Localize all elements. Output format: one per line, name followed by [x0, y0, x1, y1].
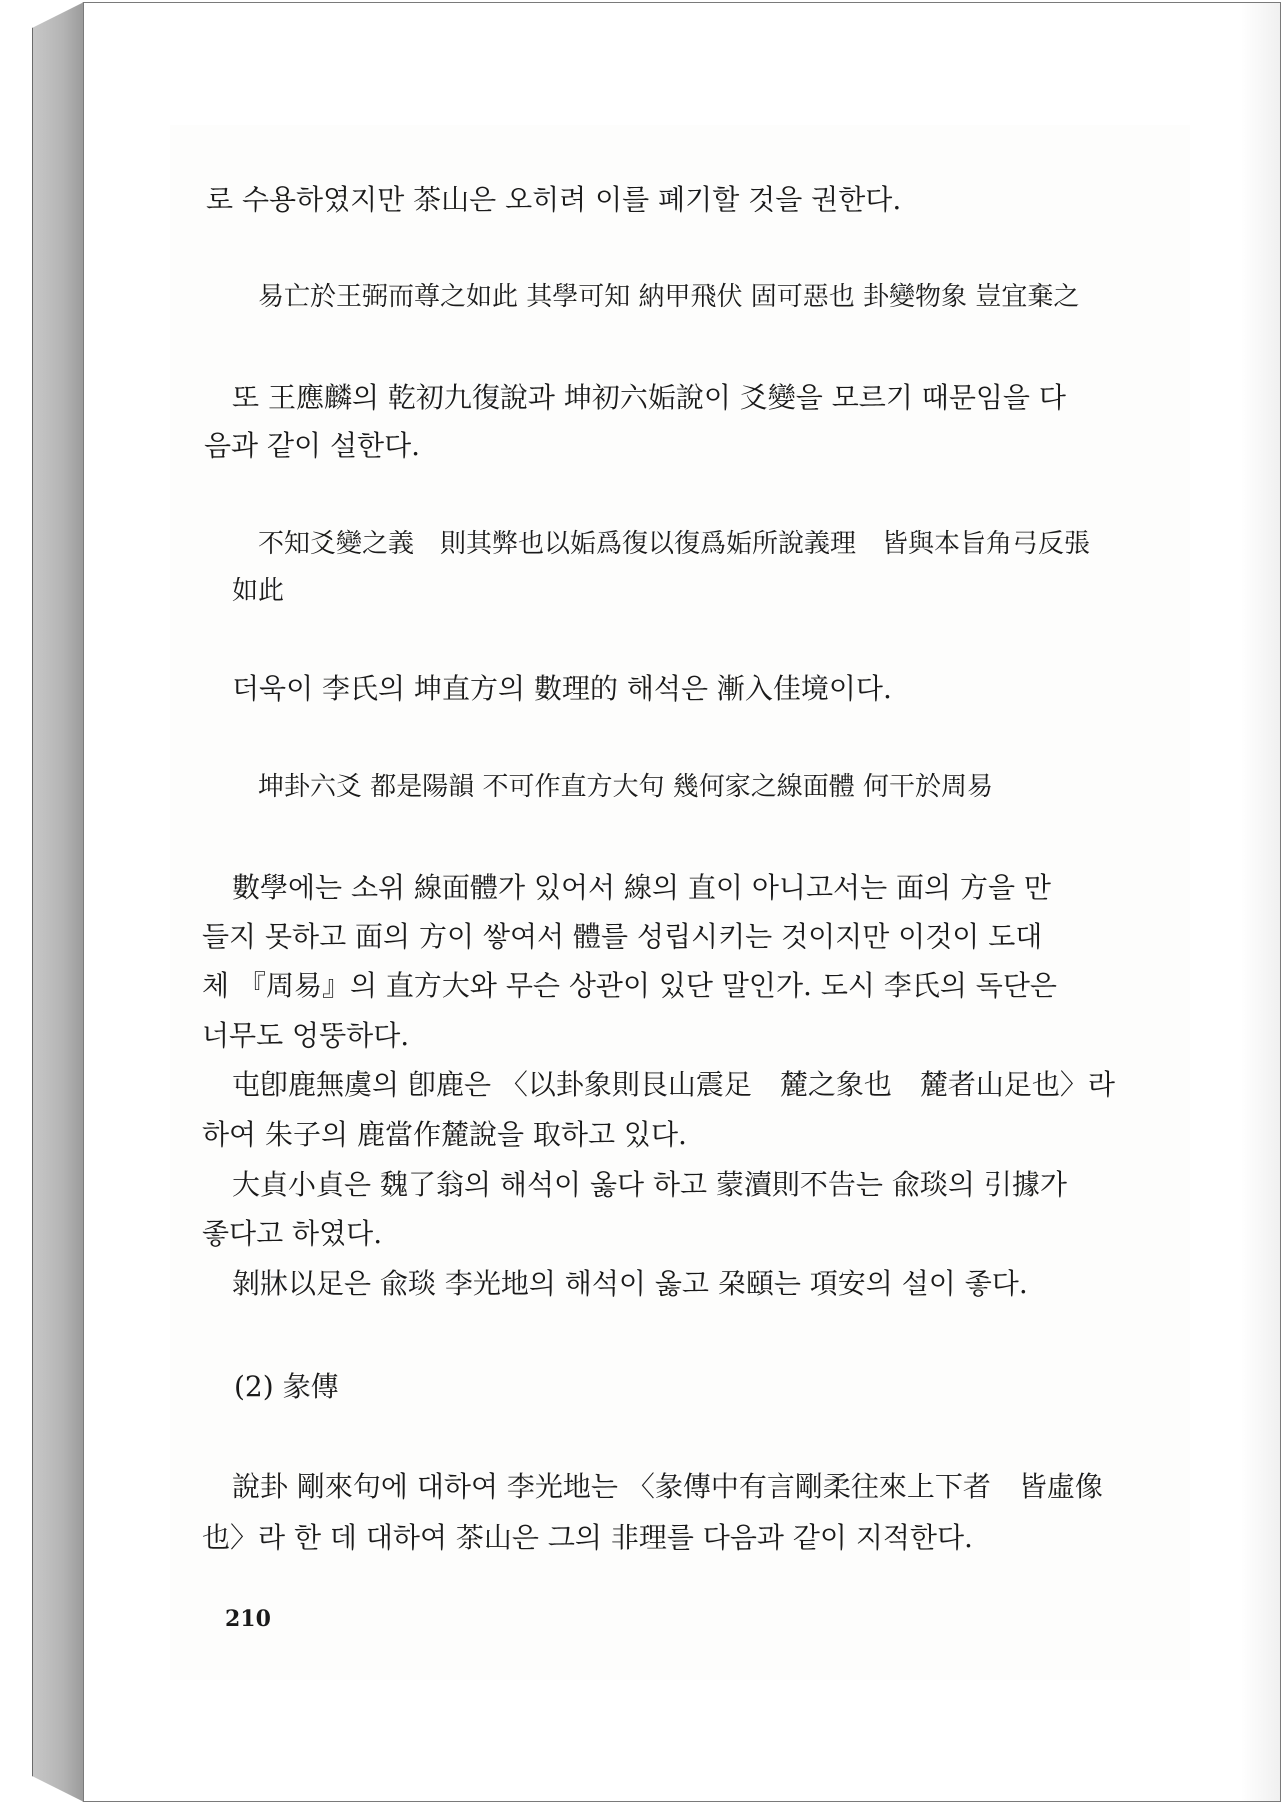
text-line: 로 수용하였지만 茶山은 오히려 이를 폐기할 것을 권한다.: [206, 183, 902, 216]
quote-line: 如此: [232, 576, 285, 606]
text-line: 또 王應麟의 乾初九復說과 坤初六姤說이 爻變을 모르기 때문임을 다: [232, 381, 1066, 414]
text-line: 체 『周易』의 直方大와 무슨 상관이 있단 말인가. 도시 李氏의 독단은: [202, 969, 1057, 1002]
quote-line: 坤卦六爻 都是陽韻 不可作直方大句 幾何家之線面體 何干於周易: [258, 772, 994, 802]
text-line: 더욱이 李氏의 坤直方의 數理的 해석은 漸入佳境이다.: [232, 672, 892, 705]
text-line: 들지 못하고 面의 方이 쌓여서 體를 성립시키는 것이지만 이것이 도대: [202, 920, 1043, 953]
text-line: 너무도 엉뚱하다.: [202, 1019, 410, 1052]
text-line: 說卦 剛來句에 대하여 李光地는 〈彖傳中有言剛柔往來上下者 皆虛像: [232, 1470, 1103, 1503]
page-shade: [1240, 3, 1280, 1801]
section-heading: (2) 彖傳: [234, 1370, 339, 1403]
quote-line: 不知爻變之義 則其弊也以姤爲復以復爲姤所說義理 皆與本旨角弓反張: [258, 529, 1091, 559]
text-line: 剝牀以足은 兪琰 李光地의 해석이 옳고 朶頤는 項安의 설이 좋다.: [232, 1267, 1028, 1300]
text-line: 하여 朱子의 鹿當作麓說을 取하고 있다.: [202, 1118, 687, 1151]
text-line: 大貞小貞은 魏了翁의 해석이 옳다 하고 蒙瀆則不告는 兪琰의 引據가: [232, 1168, 1067, 1201]
page-number: 210: [225, 1606, 271, 1632]
text-line: 좋다고 하였다.: [202, 1217, 383, 1250]
text-line: 屯卽鹿無虞의 卽鹿은 〈以卦象則艮山震足 麓之象也 麓者山足也〉라: [232, 1068, 1115, 1101]
quote-line: 易亡於王弼而尊之如此 其學可知 納甲飛伏 固可惡也 卦變物象 豈宜棄之: [258, 282, 1080, 312]
text-line: 數學에는 소위 線面體가 있어서 線의 直이 아니고서는 面의 方을 만: [232, 871, 1051, 904]
book-spine-edge: [32, 2, 84, 1802]
text-line: 음과 같이 설한다.: [204, 429, 421, 462]
text-line: 也〉라 한 데 대하여 茶山은 그의 非理를 다음과 같이 지적한다.: [202, 1521, 973, 1554]
